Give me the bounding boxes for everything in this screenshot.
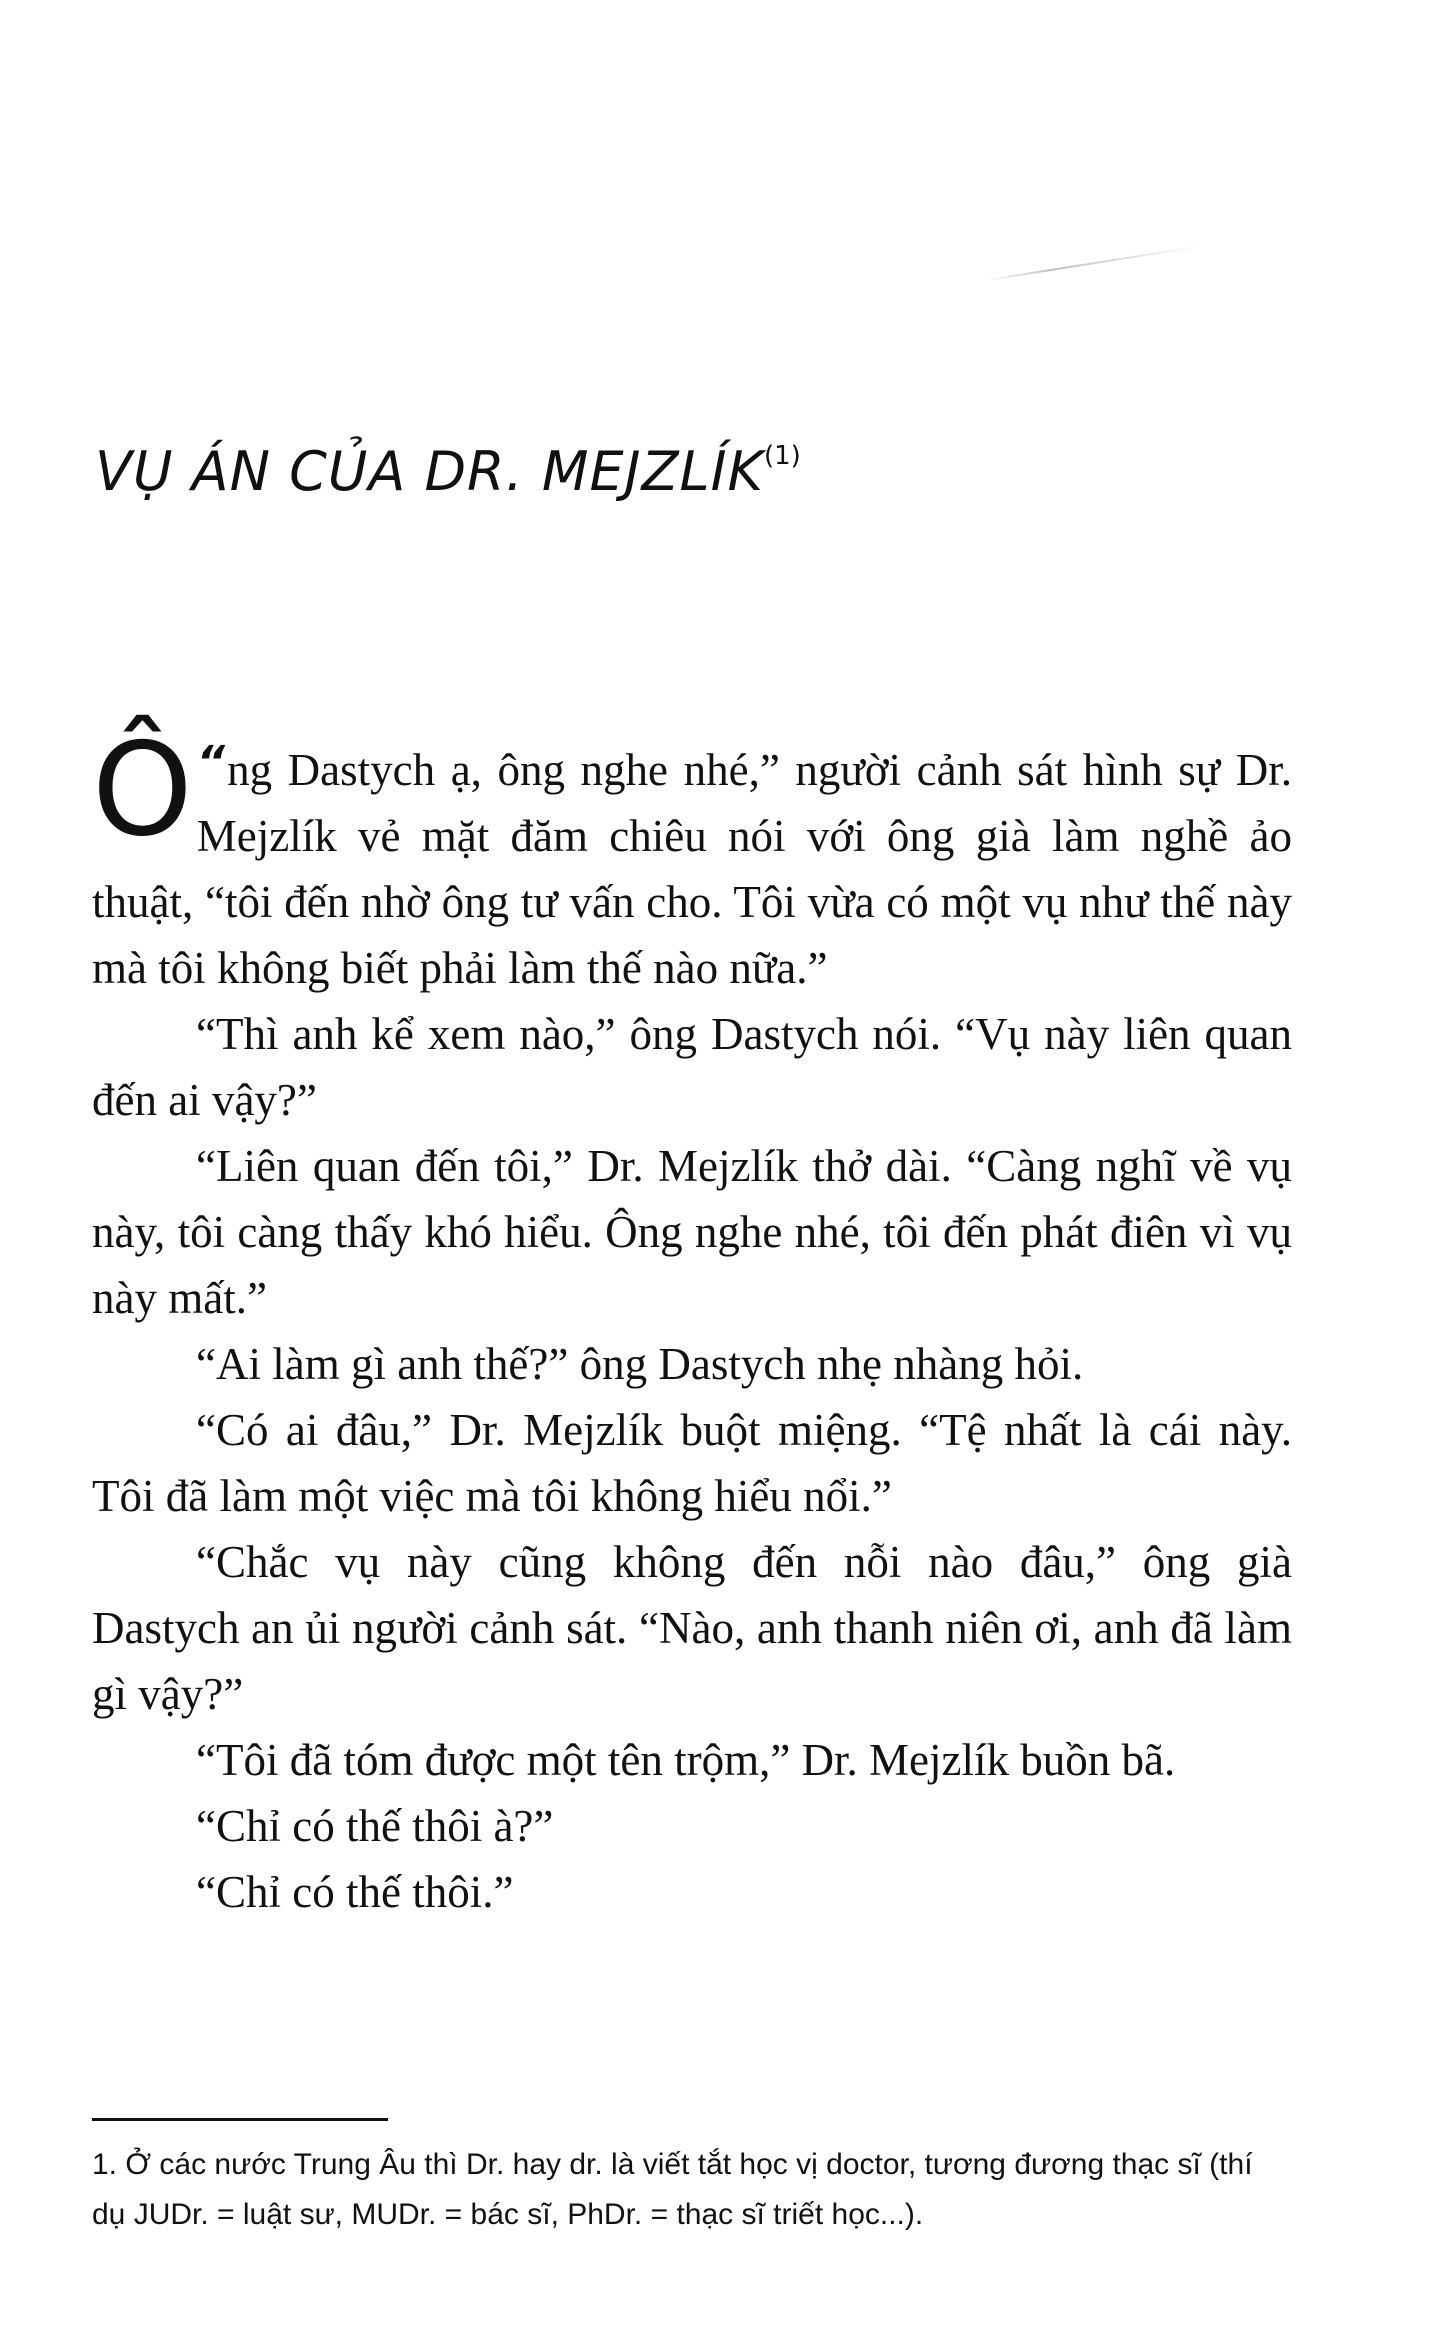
paragraph: “Thì anh kể xem nào,” ông Dastych nói. “Vụ này liên quan đến ai vậy?” <box>92 1009 1292 1125</box>
paragraph: “Ai làm gì anh thế?” ông Dastych nhẹ nhàng hỏi. <box>196 1339 1084 1389</box>
paragraph: “Liên quan đến tôi,” Dr. Mejzlík thở dài. “Càng nghĩ về vụ này, tôi càng thấy khó hiểu. Ông nghe nhé, tôi đến phát điên vì vụ này mất.” <box>92 1141 1292 1323</box>
drop-cap: Ô <box>92 716 193 865</box>
paragraph: “Chỉ có thế thôi à?” <box>196 1801 554 1851</box>
body-text <box>92 716 1292 1925</box>
opening-paragraph <box>92 716 1292 1001</box>
paragraph: “Tôi đã tóm được một tên trộm,” Dr. Mejzlík buồn bã. <box>196 1735 1176 1785</box>
footnote-reference: (1) <box>763 441 801 471</box>
footnote: 1. Ở các nước Trung Âu thì Dr. hay dr. là viết tắt học vị doctor, tương đương thạc sĩ (thí dụ JUDr. = luật sư, MUDr. = bác sĩ, PhDr. = thạc sĩ triết học...). <box>92 2148 1253 2231</box>
opening-quote-mark: “ <box>196 737 226 788</box>
scan-artifact <box>986 245 1204 281</box>
chapter-title <box>95 440 801 503</box>
footnote-divider <box>92 2118 388 2121</box>
opening-paragraph-text: ng Dastych ạ, ông nghe nhé,” người cảnh sát hình sự Dr. Mejzlík vẻ mặt đăm chiêu nói với ông già làm nghề ảo thuật, “tôi đến nhờ ông tư vấn cho. Tôi vừa có một vụ như thế này mà tôi không biết phải làm thế nào nữa.” <box>92 745 1292 993</box>
paragraph: “Có ai đâu,” Dr. Mejzlík buột miệng. “Tệ nhất là cái này. Tôi đã làm một việc mà tôi không hiểu nổi.” <box>92 1405 1292 1521</box>
paragraph: “Chắc vụ này cũng không đến nỗi nào đâu,” ông già Dastych an ủi người cảnh sát. “Nào, anh thanh niên ơi, anh đã làm gì vậy?” <box>92 1537 1292 1719</box>
chapter-title-text: VỤ ÁN CỦA DR. MEJZLÍK <box>95 440 764 503</box>
paragraph: “Chỉ có thế thôi.” <box>196 1867 514 1917</box>
